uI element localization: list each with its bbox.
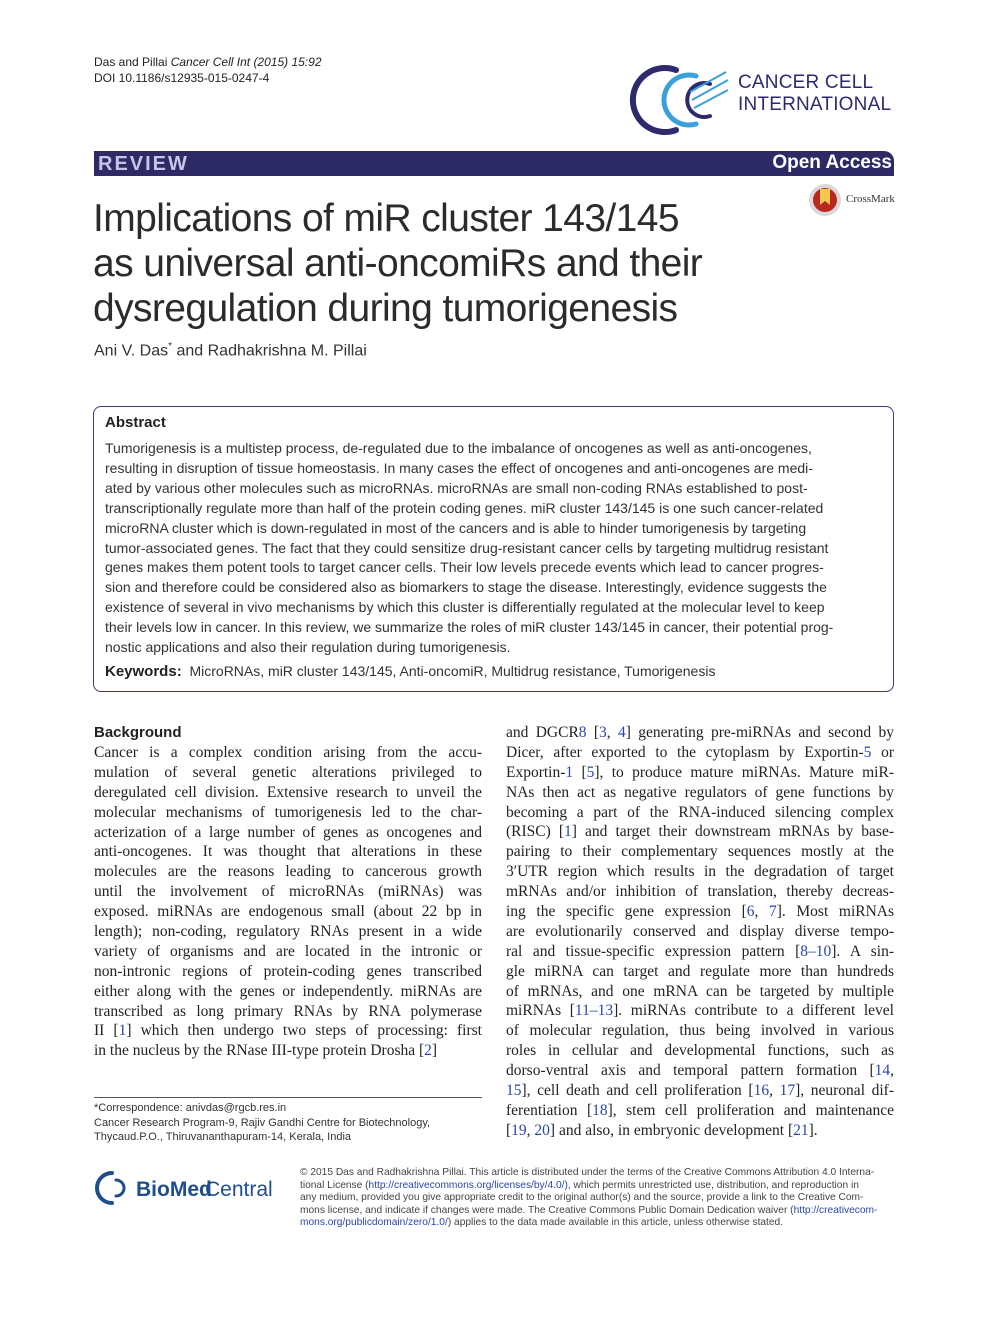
abstract-line: resulting in disruption of tissue homeostasis. In many cases the effect of oncogenes and anti-oncogenes are medi- [105, 459, 813, 476]
license-line: any medium, provided you give appropriate credit to the original author(s) and the source, provide a link to the Creative Com- [300, 1192, 864, 1203]
body-text-line: II [1] which then undergo two steps of processing: first [94, 1022, 482, 1040]
abstract-line: tumor-associated genes. The fact that they could sensitize drug-resistant cancer cells by targeting multidrug resistant [105, 539, 829, 556]
citation-link[interactable]: 21 [793, 1121, 809, 1139]
body-text-line: variety of organisms and are located in the intronic or [94, 942, 482, 960]
body-text-line: ing the specific gene expression [6, 7]. Most miRNAs [506, 903, 894, 921]
correspondence-mark: * [168, 341, 173, 352]
body-text-line: (RISC) [1] and target their downstream mRNAs by base- [506, 823, 894, 841]
body-text-line: Cancer is a complex condition arising from the accu- [94, 744, 482, 761]
body-text-line: are evolutionarily conserved and display diverse tempo- [506, 922, 894, 940]
footnote-affiliation-1: Cancer Research Program-9, Rajiv Gandhi Centre for Biotechnology, [94, 1116, 431, 1129]
corresponding-author[interactable]: Ani V. Das [94, 342, 169, 360]
body-text-line: dorso-ventral axis and temporal pattern formation [14, [506, 1062, 894, 1080]
title-line-2: as universal anti-oncomiRs and their [93, 242, 703, 285]
license-line: tional License (http://creativecommons.org/licenses/by/4.0/), which permits unrestricted use, distribution, and reproduction in [300, 1179, 859, 1191]
license-line: mons.org/publicdomain/zero/1.0/) applies to the data made available in this article, unless otherwise stated. [300, 1217, 784, 1228]
citation-link[interactable]: 4 [618, 724, 626, 741]
citation-link[interactable]: 18 [592, 1101, 608, 1119]
abstract-line: genes makes them potent tools to target cancer cells. Their low levels precede events which lead to cancer progres- [105, 559, 824, 576]
citation-link[interactable]: 1 [564, 823, 572, 841]
journal-name [738, 72, 891, 116]
body-text-line: ferentiation [18], stem cell proliferation and maintenance [506, 1101, 894, 1119]
citation-link[interactable]: 15 [506, 1082, 522, 1100]
citation-header [94, 54, 322, 86]
publisher-name-regular: Central [205, 1178, 273, 1201]
abstract-heading: Abstract [105, 414, 166, 431]
journal-name-line1: CANCER CELL [738, 72, 874, 93]
body-text-line: ral and tissue-specific expression pattern [8–10]. A sin- [506, 942, 894, 960]
section-heading-background: Background [94, 724, 182, 741]
body-text-line: 3′UTR region which results in the degradation of target [506, 863, 894, 881]
citation-link[interactable]: 17 [779, 1082, 796, 1100]
crossmark-label[interactable]: CrossMark [846, 193, 895, 205]
citation-link[interactable]: 20 [534, 1121, 550, 1139]
body-text-line: molecular mechanisms of tumorigenesis led to the char- [94, 803, 482, 821]
abstract-line: ated by various other molecules such as microRNAs. microRNAs are small non-coding RNAs established to post- [105, 479, 808, 496]
biomed-central-logo-icon [94, 1170, 284, 1206]
citation-link[interactable]: 8 [578, 724, 587, 741]
body-text-line: Dicer, after exported to the cytoplasm by Exportin-5 or [506, 743, 894, 761]
citation-year-volume: (2015) 15:92 [253, 55, 322, 69]
title-line-1: Implications of miR cluster 143/145 [93, 197, 679, 240]
citation-link[interactable]: 1 [565, 763, 574, 781]
license-link[interactable]: http://creativecom- [793, 1204, 878, 1216]
body-column-right [506, 723, 894, 1141]
keywords-list: MicroRNAs, miR cluster 143/145, Anti-oncomiR, Multidrug resistance, Tumorigenesis [189, 663, 716, 679]
journal-name-line2: INTERNATIONAL [738, 94, 892, 115]
body-text-line: transcribed as long primary RNAs by RNA polymerase [94, 1002, 482, 1020]
article-type-label: REVIEW [98, 153, 189, 175]
body-text-line: of mRNAs, and one mRNA can be targeted by multiple [506, 982, 894, 1000]
citation-link[interactable]: 16 [753, 1082, 770, 1100]
keywords [105, 663, 715, 680]
abstract-line: existence of several in vivo mechanisms by which this cluster is differentially regulated at the molecular level to keep [105, 599, 825, 616]
body-text-line: pairing to their complementary sequences mostly at the [506, 843, 894, 861]
article-title [93, 196, 793, 331]
abstract-line: microRNA cluster which is down-regulated in most of the cancers and is able to hinder tumorigenesis by targeting [105, 519, 807, 536]
citation-link[interactable]: 8–10 [800, 942, 832, 960]
coauthor: and Radhakrishna M. Pillai [172, 342, 367, 360]
citation-link[interactable]: 6 [746, 903, 755, 921]
citation-link[interactable]: 2 [424, 1042, 432, 1060]
body-text-line: anti-oncogenes. It was thought that alterations in these [94, 843, 482, 861]
footnote-divider [94, 1097, 482, 1098]
body-text-line: of molecular regulation, thus being involved in various [506, 1022, 894, 1040]
body-text-line: mRNAs and/or inhibition of translation, thereby decreas- [506, 883, 894, 901]
body-text-line: gle miRNA can target and regulate more than hundreds [506, 962, 894, 980]
citation-authors: Das and Pillai [94, 55, 168, 69]
license-statement [300, 1167, 894, 1230]
body-text-line: exposed. miRNAs are endogenous small (about 22 bp in [94, 903, 482, 921]
citation-link[interactable]: 3 [599, 724, 607, 741]
body-text-line: molecules are the reasons leading to cancerous growth [94, 863, 482, 881]
body-text-line: non-intronic regions of protein-coding genes transcribed [94, 962, 482, 980]
keywords-label: Keywords: [105, 663, 182, 680]
citation-link[interactable]: 14 [874, 1062, 891, 1080]
citation-journal: Cancer Cell Int [170, 55, 251, 69]
body-text-line: [19, 20] and also, in embryonic development [21]. [506, 1121, 818, 1139]
title-line-3: dysregulation during tumorigenesis [93, 287, 678, 330]
footnote-affiliation-2: Thycaud.P.O., Thiruvananthapuram-14, Kerala, India [94, 1131, 352, 1143]
body-text-line: deregulated cell division. Extensive research to unveil the [94, 783, 482, 801]
body-text-line: until the involvement of microRNAs (miRNAs) was [94, 883, 482, 901]
body-text-line: roles in cellular and developmental functions, such as [506, 1042, 894, 1060]
author-list [94, 341, 367, 360]
body-text-line: miRNAs [11–13]. miRNAs contribute to a different level [506, 1002, 894, 1020]
footnote-email[interactable]: *Correspondence: anivdas@rgcb.res.in [94, 1102, 287, 1114]
license-link[interactable]: http://creativecommons.org/licenses/by/4.0/), [368, 1179, 571, 1191]
body-text-line: length); non-coding, regulatory RNAs present in a wide [94, 923, 482, 941]
open-access-label: Open Access [772, 152, 892, 173]
abstract-line: Tumorigenesis is a multistep process, de-regulated due to the imbalance of oncogenes as well as anti-oncogenes, [105, 440, 812, 456]
license-line: mons license, and indicate if changes were made. The Creative Commons Public Domain Dedication waiver (http://creativecom- [300, 1204, 878, 1216]
body-text-line: mulation of several genetic alterations privileged to [94, 763, 482, 781]
correspondence-footnote [94, 1101, 494, 1145]
citation-link[interactable]: 5 [586, 763, 595, 781]
license-line: © 2015 Das and Radhakrishna Pillai. This article is distributed under the terms of the Creative Commons Attribution 4.0 Interna- [300, 1167, 875, 1178]
body-text-line: 15], cell death and cell proliferation [16, 17], neuronal dif- [506, 1082, 894, 1100]
citation-link[interactable]: 11–13 [574, 1002, 614, 1020]
citation-link[interactable]: 1 [118, 1022, 127, 1040]
body-text-line: NAs then act as negative regulators of gene functions by [506, 783, 894, 801]
abstract-line: nostic applications and also their regulation during tumorigenesis. [105, 639, 511, 656]
body-text-line: acterization of a large number of genes as oncogenes and [94, 823, 482, 841]
citation-link[interactable]: 5 [863, 743, 872, 761]
body-text-line: in the nucleus by the RNase III-type protein Drosha [2] [94, 1042, 438, 1060]
abstract-body [105, 439, 886, 658]
abstract-line: transcriptionally regulate more than half of the protein coding genes. miR cluster 143/145 is one such cancer-related [105, 499, 824, 516]
citation-doi: DOI 10.1186/s12935-015-0247-4 [94, 71, 270, 85]
body-column-left [94, 723, 482, 1061]
publisher-name-bold: BioMed [136, 1178, 212, 1201]
abstract-line: sion and therefore could be considered also as biomarkers to stage the disease. Interestingly, evidence suggests the [105, 579, 827, 596]
citation-link[interactable]: 7 [769, 903, 777, 921]
abstract-line: their levels low in cancer. In this review, we summarize the roles of miR cluster 143/145 in cancer, their potential prog- [105, 619, 834, 636]
citation-link[interactable]: 19 [511, 1121, 527, 1139]
body-text-line: and DGCR8 [3, 4] generating pre-miRNAs and second by [506, 724, 894, 741]
body-text-line: either along with the genes or independently. miRNAs are [94, 982, 482, 1000]
body-text-line: Exportin-1 [5], to produce mature miRNAs. Mature miR- [506, 763, 894, 781]
license-link[interactable]: mons.org/publicdomain/zero/1.0/ [300, 1217, 448, 1228]
body-text-line: becoming a part of the RNA-induced silencing complex [506, 803, 894, 821]
